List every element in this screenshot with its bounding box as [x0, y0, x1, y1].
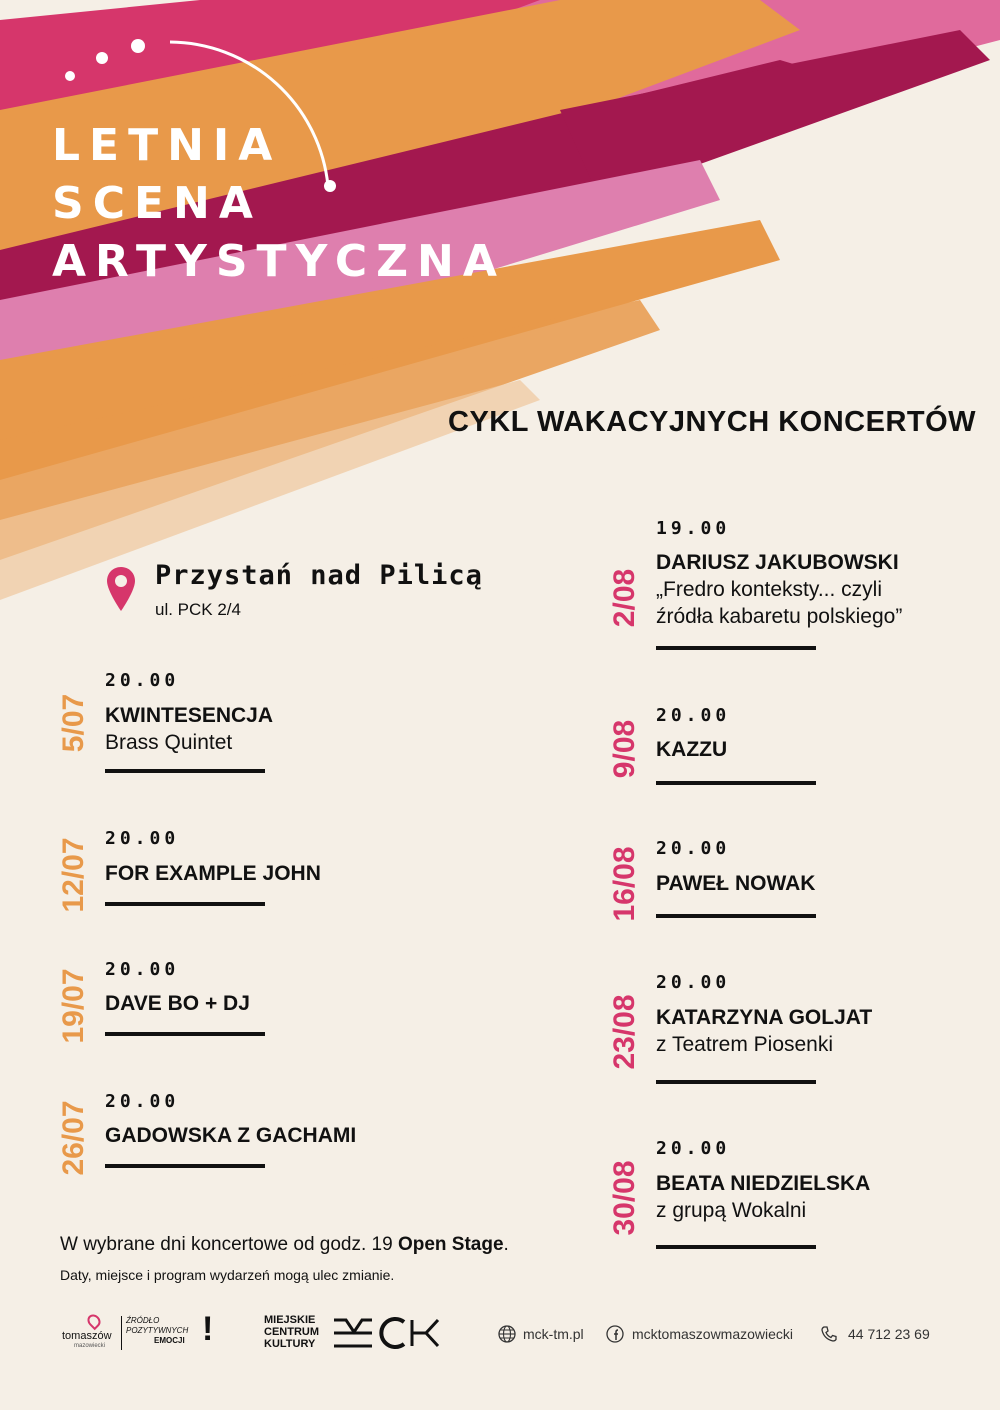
- event-date: 16/08: [608, 846, 641, 922]
- location-pin-icon: [106, 566, 136, 612]
- event-date: 5/07: [57, 693, 90, 753]
- event-date: 23/08: [608, 994, 641, 1070]
- tomaszow-logo-text: tomaszów: [62, 1330, 112, 1342]
- event-time: 20.00: [105, 828, 180, 849]
- mck-line-2: CENTRUM: [264, 1326, 319, 1338]
- event-date: 12/07: [57, 837, 90, 913]
- mck-line-3: KULTURY: [264, 1338, 316, 1350]
- event-divider: [656, 1245, 816, 1249]
- open-stage-note: [60, 1234, 509, 1256]
- event-july-3: [58, 957, 418, 1067]
- event-july-2: [58, 826, 418, 936]
- venue-address: ul. PCK 2/4: [155, 600, 241, 619]
- phone-icon: [820, 1325, 838, 1343]
- event-august-5: [609, 1136, 969, 1246]
- event-august-3: [609, 836, 969, 946]
- note-bold: Open Stage: [397, 1234, 504, 1255]
- event-divider: [656, 1080, 816, 1084]
- note-prefix: W wybrane dni koncertowe od godz. 19: [60, 1234, 398, 1255]
- tomaszow-logo-sub: mazowiecki: [74, 1343, 106, 1349]
- event-divider: [105, 1032, 265, 1036]
- tomaszow-pin-icon: [85, 1312, 103, 1330]
- event-name: PAWEŁ NOWAK: [656, 872, 816, 895]
- tomaszow-logo: [60, 1314, 120, 1354]
- event-desc: Brass Quintet: [105, 731, 233, 754]
- zrodlo-line-2: POZYTYWNYCH: [126, 1326, 189, 1335]
- event-august-4: [609, 970, 969, 1080]
- facebook-link[interactable]: mcktomaszowmazowiecki: [632, 1326, 794, 1342]
- event-july-1: [58, 668, 418, 778]
- event-divider: [656, 646, 816, 650]
- event-divider: [656, 914, 816, 918]
- event-date: 30/08: [608, 1160, 641, 1236]
- title-line-2: SCENA: [52, 178, 262, 229]
- event-desc: z Teatrem Piosenki: [656, 1033, 834, 1056]
- zrodlo-emocji-logo: [126, 1310, 216, 1354]
- website-link[interactable]: mck-tm.pl: [523, 1326, 584, 1342]
- mck-text: [264, 1314, 319, 1350]
- event-august-2: [609, 703, 969, 813]
- event-desc: z grupą Wokalni: [656, 1199, 807, 1222]
- disclaimer: Daty, miejsce i program wydarzeń mogą ulec zmianie.: [60, 1267, 395, 1283]
- event-divider: [105, 1164, 265, 1168]
- mck-monogram-icon: [332, 1316, 442, 1350]
- event-name: KATARZYNA GOLJAT: [656, 1006, 873, 1029]
- event-august-1: [609, 516, 989, 656]
- event-date: 2/08: [608, 568, 641, 628]
- event-desc-line-2: źródła kabaretu polskiego”: [656, 605, 903, 628]
- exclamation-icon: !: [202, 1310, 214, 1348]
- event-time: 19.00: [656, 518, 731, 539]
- note-suffix: .: [503, 1234, 509, 1255]
- event-july-4: [58, 1089, 418, 1199]
- event-name: KWINTESENCJA: [105, 704, 274, 727]
- event-time: 20.00: [105, 670, 180, 691]
- venue-name: Przystań nad Pilicą: [155, 560, 483, 591]
- event-name: BEATA NIEDZIELSKA: [656, 1172, 871, 1195]
- event-time: 20.00: [656, 705, 731, 726]
- title-line-1: LETNIA: [52, 120, 282, 171]
- event-divider: [656, 781, 816, 785]
- event-name: GADOWSKA Z GACHAMI: [105, 1124, 357, 1147]
- event-divider: [105, 769, 265, 773]
- event-divider: [105, 902, 265, 906]
- brush-stroke-background: [0, 0, 1000, 600]
- event-date: 26/07: [57, 1100, 90, 1176]
- mck-line-1: MIEJSKIE: [264, 1314, 316, 1326]
- event-date: 19/07: [57, 968, 90, 1044]
- subtitle: CYKL WAKACYJNYCH KONCERTÓW: [448, 406, 977, 438]
- event-name: DAVE BO + DJ: [105, 992, 250, 1015]
- facebook-icon: [606, 1325, 624, 1343]
- event-time: 20.00: [656, 972, 731, 993]
- event-time: 20.00: [105, 959, 180, 980]
- phone-number[interactable]: 44 712 23 69: [848, 1326, 930, 1342]
- zrodlo-line-1: ŹRÓDŁO: [126, 1316, 160, 1325]
- event-time: 20.00: [105, 1091, 180, 1112]
- event-desc: „Fredro konteksty... czyli: [656, 578, 882, 601]
- event-time: 20.00: [656, 838, 731, 859]
- globe-icon: [498, 1325, 516, 1343]
- mck-logo: [264, 1314, 444, 1354]
- event-name: KAZZU: [656, 738, 728, 761]
- event-time: 20.00: [656, 1138, 731, 1159]
- title-line-3: ARTYSTYCZNA: [52, 236, 506, 287]
- event-date: 9/08: [608, 719, 641, 779]
- event-name: FOR EXAMPLE JOHN: [105, 862, 321, 885]
- logo-divider: [121, 1316, 122, 1350]
- event-name: DARIUSZ JAKUBOWSKI: [656, 551, 899, 574]
- zrodlo-line-3: EMOCJI: [154, 1336, 185, 1345]
